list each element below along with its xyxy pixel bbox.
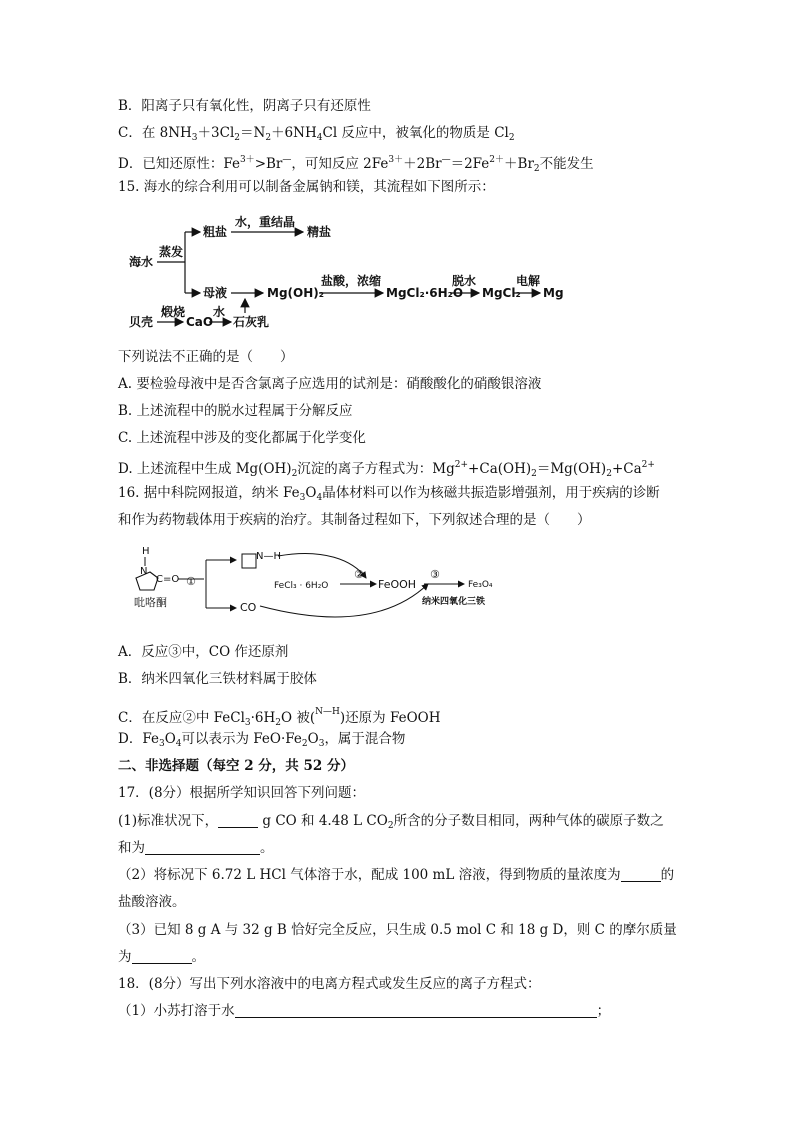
mgcl2-6h2o-label: MgCl₂·6H₂O (386, 286, 464, 300)
pyrrolidine-nh-label: N—H (256, 551, 281, 562)
pyrrolidone-label: 吡咯酮 (134, 596, 167, 609)
pyrrolidine-curve-arrow (278, 553, 366, 578)
mgcl2-label: MgCl₂ (482, 286, 521, 300)
water-label: 水 (213, 305, 226, 319)
mother-liquor-label: 母液 (203, 286, 228, 300)
fe3o4-label: Fe₃O₄ (468, 580, 493, 590)
recrystal-label: 水，重结晶 (235, 215, 296, 229)
calcine-label: 煅烧 (161, 305, 186, 319)
h-atom-label: H (142, 546, 150, 557)
evaporate-label: 蒸发 (159, 245, 184, 259)
q15-option-a: A. 要检验母液中是否含氯离子应选用的试剂是：硝酸酸化的硝酸银溶液 (118, 376, 542, 392)
pyrrolidine-ring (242, 554, 256, 568)
lime-milk-label: 石灰乳 (233, 315, 270, 329)
q14-option-d: D．已知还原性：$Fe^{3+}>Br^—$，可知反应 $2Fe^{3+}+2Br^—=2Fe^{2+}+Br_2$不能发生 (118, 155, 594, 174)
fecl3-label: FeCl₃ · 6H₂O (274, 581, 329, 591)
q15-stem: 15. 海水的综合利用可以制备金属钠和镁，其流程如下图所示： (118, 179, 495, 195)
q18-blank-ionization[interactable] (235, 1003, 597, 1018)
step3-label: ③ (430, 568, 440, 581)
q17-part3-line1: （3）已知 8 g A 与 32 g B 恰好完全反应，只生成 0.5 mol C 和 18 g D，则 C 的摩尔质量 (118, 922, 677, 938)
q16-option-a: A．反应③中，CO 作还原剂 (118, 644, 289, 660)
q17-blank-molar-mass[interactable] (132, 949, 192, 964)
q17-part1-line2: 和为 。 (118, 840, 274, 856)
q17-blank-concentration[interactable] (621, 867, 661, 882)
shell-label: 贝壳 (129, 315, 154, 329)
q14-option-b: B．阳离子只有氧化性，阴离子只有还原性 (118, 98, 371, 114)
q17-blank-mass[interactable] (218, 813, 258, 828)
q16-option-d: D．$Fe_3O_4$可以表示为 $FeO\cdot Fe_2O_3$，属于混合物 (118, 731, 406, 749)
feooh-label: FeOOH (378, 578, 417, 591)
crude-salt-label: 粗盐 (203, 225, 228, 239)
step2-label: ② (354, 568, 364, 581)
seawater-flow-diagram (125, 205, 585, 335)
q15-option-b: B. 上述流程中的脱水过程属于分解反应 (118, 403, 353, 419)
q18-part1: （1）小苏打溶于水 ； (118, 1003, 611, 1019)
mgoh2-label: Mg(OH)₂ (267, 286, 324, 300)
q15-option-d: D. 上述流程中生成 $Mg(OH)_2$沉淀的离子方程式为：$Mg^{2+}+Ca(OH)_2=Mg(OH)_2+Ca^{2+}$ (118, 460, 655, 479)
electrolysis-label: 电解 (516, 274, 541, 288)
q17-stem: 17．(8分）根据所学知识回答下列问题： (118, 785, 366, 801)
dehydrate-label: 脱水 (452, 274, 477, 288)
seawater-label: 海水 (129, 255, 154, 269)
refined-salt-label: 精盐 (307, 225, 332, 239)
nano-label: 纳米四氧化三铁 (422, 597, 486, 607)
carbonyl-label: C=O (156, 574, 180, 585)
q16-stem-line2: 和作为药物载体用于疾病的治疗。其制备过程如下，下列叙述合理的是（ ） (118, 512, 591, 528)
q15-option-c: C. 上述流程中涉及的变化都属于化学变化 (118, 430, 366, 446)
cao-label: CaO (186, 315, 214, 329)
nano-fe3o4-synthesis-diagram (128, 540, 548, 630)
q17-part3-line2: 为 。 (118, 949, 205, 965)
q17-part2-line1: （2）将标况下 6.72 L HCl 气体溶于水，配成 100 mL 溶液，得到物质的量浓度为 的 (118, 867, 675, 883)
q16-option-b: B．纳米四氧化三铁材料属于胶体 (118, 671, 317, 687)
mg-label: Mg (543, 286, 564, 300)
q16-option-c: C．在反应②中 $FeCl_3\cdot 6H_2O$ 被($^{N—H}$)还原为 FeOOH (118, 707, 441, 728)
co-label: CO (240, 601, 257, 614)
q17-part1-line1: (1)标准状况下， g CO 和 4.48 L $CO_2$所含的分子数目相同，两种气体的碳原子数之 (118, 813, 664, 831)
q15-ask: 下列说法不正确的是（ ） (118, 349, 294, 365)
q18-stem: 18．(8分）写出下列水溶液中的电离方程式或发生反应的离子方程式： (118, 976, 541, 992)
inline-pyrrolidine-nh: N—H (315, 707, 340, 717)
q17-part2-line2: 盐酸溶液。 (118, 894, 186, 910)
q14-option-c: C．在 $8NH_3+3Cl_2=N_2+6NH_4Cl$ 反应中，被氧化的物质是 $Cl_2$ (118, 125, 515, 143)
hcl-label: 盐酸，浓缩 (321, 274, 382, 288)
q17-blank-carbon-atoms[interactable] (145, 840, 260, 855)
section-two-heading: 二、非选择题（每空 2 分，共 52 分） (118, 758, 354, 774)
q16-stem-line1: 16. 据中科院网报道，纳米 $Fe_3O_4$晶体材料可以作为核磁共振造影增强剂，用于疾病的诊断 (118, 485, 660, 503)
n-atom-label: N (140, 566, 148, 577)
step1-label: ① (186, 575, 196, 588)
